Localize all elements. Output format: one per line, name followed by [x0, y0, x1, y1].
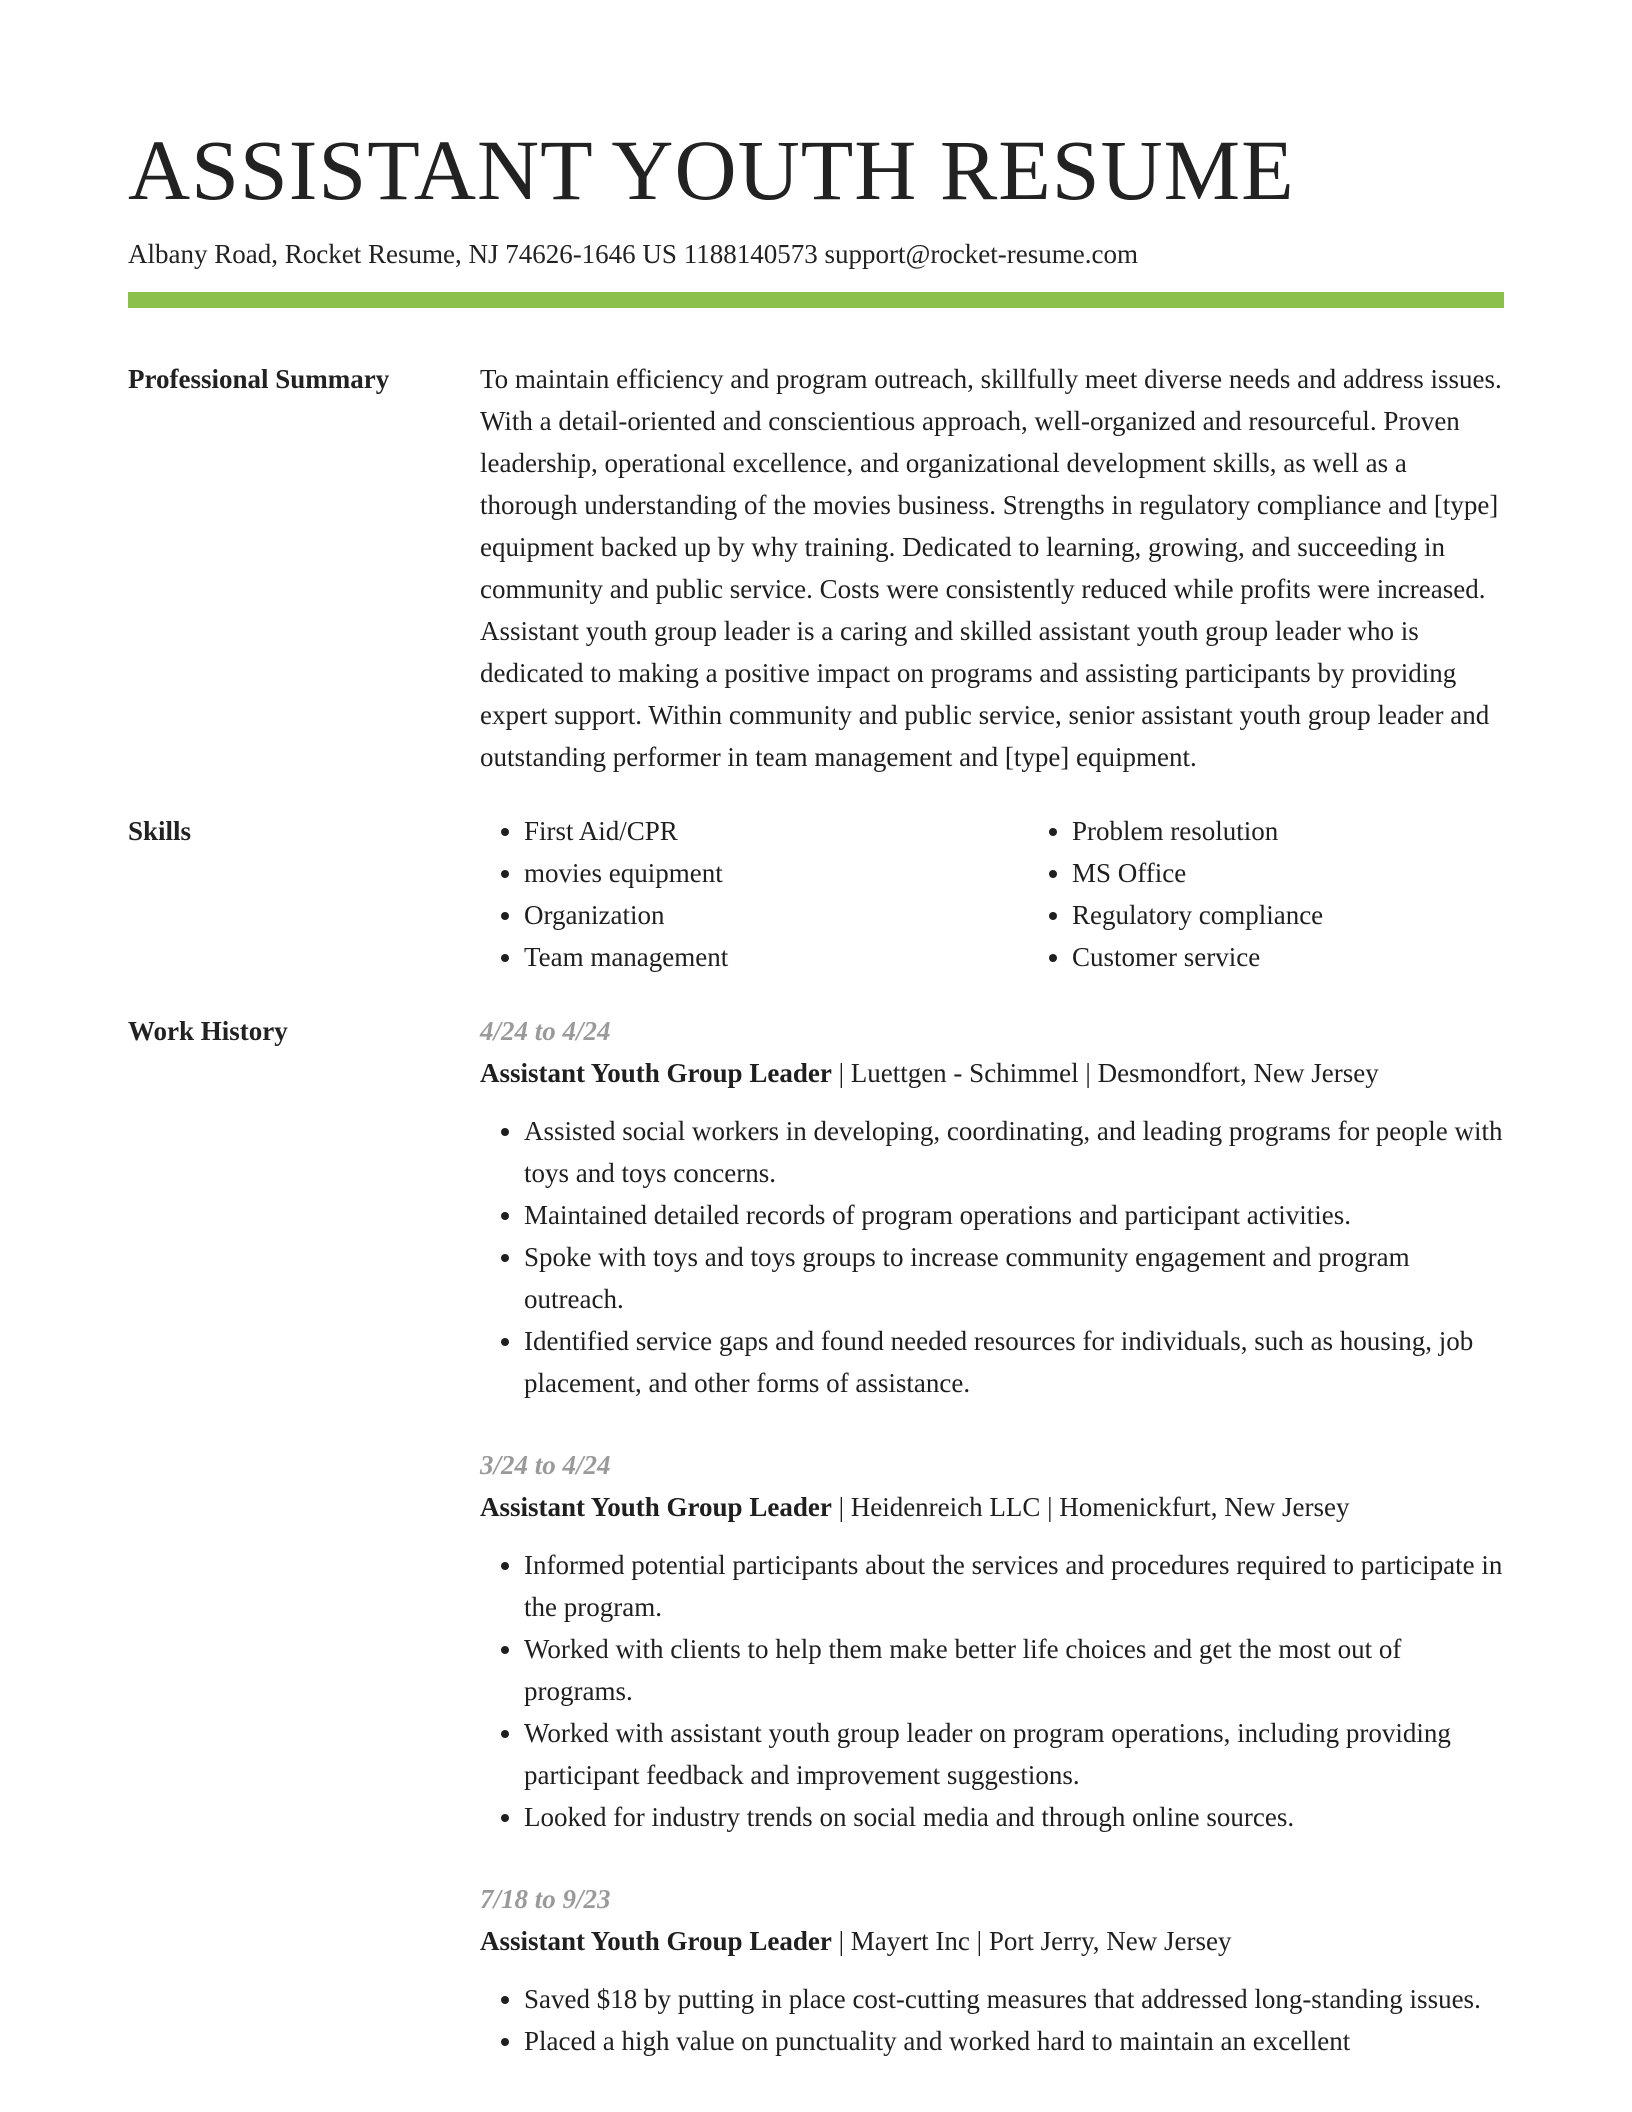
- section-heading: Work History: [128, 1016, 288, 1046]
- job-bullet: • Identified service gaps and found needed resources for individuals, such as housing, job placement, and other forms of assistance.: [524, 1320, 1504, 1404]
- job-entry: [480, 1444, 1504, 1838]
- job-details: | Mayert Inc | Port Jerry, New Jersey: [831, 1926, 1232, 1956]
- job-entry: [480, 1878, 1504, 2062]
- job-bullet: • Worked with clients to help them make better life choices and get the most out of programs.: [524, 1628, 1504, 1712]
- contact-line: Albany Road, Rocket Resume, NJ 74626-1646 US 1188140573 support@rocket-resume.com: [128, 239, 1138, 269]
- resume-title: ASSISTANT YOUTH RESUME: [128, 122, 1295, 218]
- section-heading: Skills: [128, 816, 192, 846]
- resume-page: [128, 0, 1504, 2102]
- skill-item: • Team management: [524, 936, 1028, 978]
- professional-summary-section: [128, 358, 1504, 778]
- summary-text: To maintain efficiency and program outreach, skillfully meet diverse needs and address issues. With a detail-oriented and conscientious approach, well-organized and resourceful. Proven leadership, operational excellence, and organizational development skills, as well as a thorough understanding of the movies business. Strengths in regulatory compliance and [type] equipment backed up by why training. Dedicated to learning, growing, and succeeding in community and public service. Costs were consistently reduced while profits were increased. Assistant youth group leader is a caring and skilled assistant youth group leader who is dedicated to making a positive impact on programs and assisting participants by providing expert support. Within community and public service, senior assistant youth group leader and outstanding performer in team management and [type] equipment.: [480, 364, 1502, 772]
- job-bullet: • Looked for industry trends on social media and through online sources.: [524, 1796, 1504, 1838]
- job-header: [480, 1920, 1504, 1962]
- job-title: Assistant Youth Group Leader: [480, 1492, 832, 1522]
- job-details: | Luettgen - Schimmel | Desmondfort, New Jersey: [831, 1058, 1379, 1088]
- header-divider: [128, 292, 1504, 308]
- skill-item: • Organization: [524, 894, 1028, 936]
- skills-section: [128, 810, 1504, 978]
- job-bullet: • Saved $18 by putting in place cost-cutting measures that addressed long-standing issues.: [524, 1978, 1504, 2020]
- job-bullet: • Informed potential participants about the services and procedures required to participate in the program.: [524, 1544, 1504, 1628]
- job-title: Assistant Youth Group Leader: [480, 1058, 832, 1088]
- job-dates: 3/24 to 4/24: [480, 1450, 611, 1480]
- job-bullet: • Worked with assistant youth group leader on program operations, including providing participant feedback and improvement suggestions.: [524, 1712, 1504, 1796]
- work-history-section: [128, 1010, 1504, 2102]
- skills-grid: [480, 810, 1576, 978]
- job-bullet: • Placed a high value on punctuality and worked hard to maintain an excellent: [524, 2020, 1504, 2062]
- job-details: | Heidenreich LLC | Homenickfurt, New Jersey: [831, 1492, 1350, 1522]
- skill-item: • Problem resolution: [1072, 810, 1576, 852]
- job-entry: [480, 1010, 1504, 1404]
- job-header: [480, 1052, 1504, 1094]
- skill-item: • MS Office: [1072, 852, 1576, 894]
- job-bullets: [480, 1978, 1504, 2062]
- skill-item: • movies equipment: [524, 852, 1028, 894]
- job-bullets: [480, 1544, 1504, 1838]
- skill-item: • Regulatory compliance: [1072, 894, 1576, 936]
- job-dates: 7/18 to 9/23: [480, 1884, 611, 1914]
- skill-item: • First Aid/CPR: [524, 810, 1028, 852]
- skills-list-right: [1028, 810, 1576, 978]
- skills-list-left: [480, 810, 1028, 978]
- job-dates: 4/24 to 4/24: [480, 1016, 611, 1046]
- job-bullet: • Spoke with toys and toys groups to increase community engagement and program outreach.: [524, 1236, 1504, 1320]
- job-bullets: [480, 1110, 1504, 1404]
- job-bullet: • Maintained detailed records of program operations and participant activities.: [524, 1194, 1504, 1236]
- job-header: [480, 1486, 1504, 1528]
- skill-item: • Customer service: [1072, 936, 1576, 978]
- job-title: Assistant Youth Group Leader: [480, 1926, 832, 1956]
- job-bullet: • Assisted social workers in developing, coordinating, and leading programs for people with toys and toys concerns.: [524, 1110, 1504, 1194]
- section-heading: Professional Summary: [128, 364, 390, 394]
